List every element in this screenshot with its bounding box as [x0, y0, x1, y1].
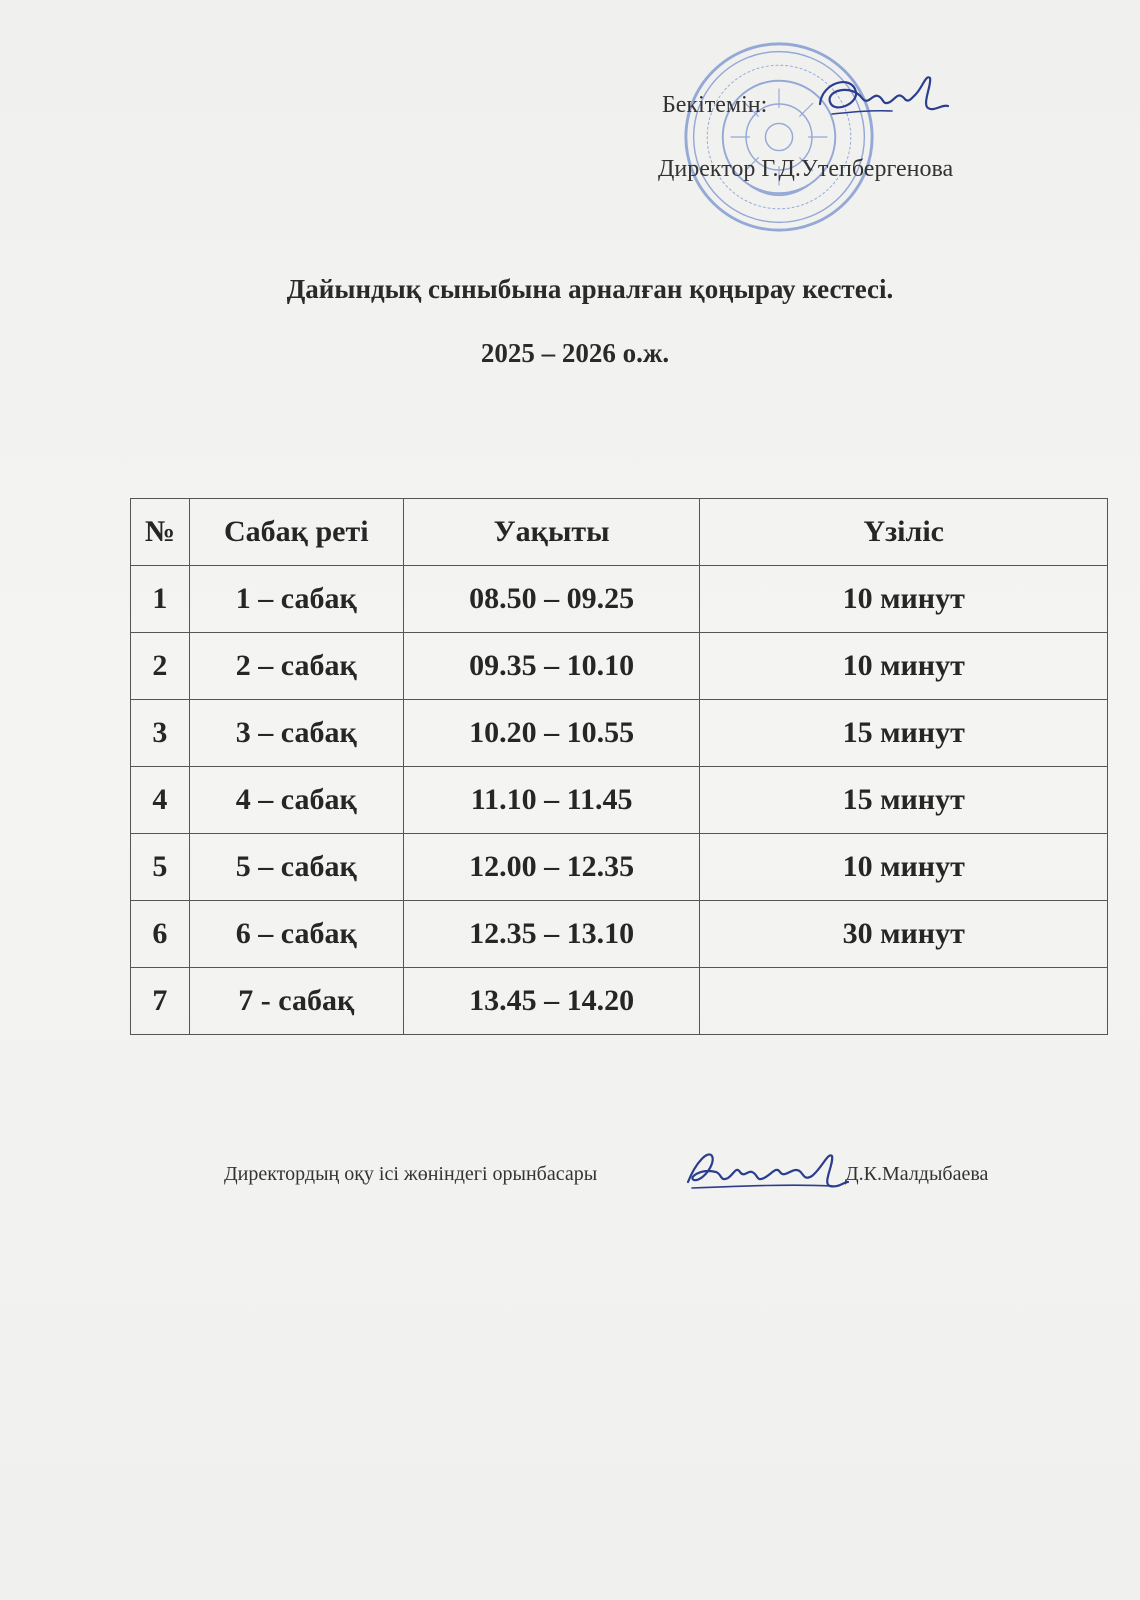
cell-number: 7	[131, 968, 190, 1035]
cell-number: 5	[131, 834, 190, 901]
cell-lesson: 2 – сабақ	[189, 633, 403, 700]
cell-lesson: 7 - сабақ	[189, 968, 403, 1035]
deputy-name: Д.К.Малдыбаева	[845, 1163, 989, 1185]
director-title: Директор Г.Д.Утепбергенова	[658, 156, 954, 182]
table-row	[131, 968, 1108, 1035]
table-row	[131, 767, 1108, 834]
table-row	[131, 633, 1108, 700]
cell-lesson: 4 – сабақ	[189, 767, 403, 834]
deputy-signature-icon	[682, 1142, 852, 1198]
cell-break	[700, 968, 1108, 1035]
table-header-row	[131, 499, 1108, 566]
cell-break: 10 минут	[700, 633, 1108, 700]
approval-label: Бекітемін:	[662, 92, 768, 118]
cell-break: 10 минут	[700, 566, 1108, 633]
deputy-position: Директордың оқу ісі жөніндегі орынбасары	[224, 1163, 598, 1185]
cell-time: 13.45 – 14.20	[403, 968, 700, 1035]
academic-year: 2025 – 2026 о.ж.	[480, 338, 670, 368]
cell-time: 10.20 – 10.55	[403, 700, 700, 767]
cell-time: 11.10 – 11.45	[403, 767, 700, 834]
header-time: Уақыты	[403, 499, 700, 566]
cell-break: 10 минут	[700, 834, 1108, 901]
cell-lesson: 1 – сабақ	[189, 566, 403, 633]
cell-number: 4	[131, 767, 190, 834]
cell-break: 15 минут	[700, 700, 1108, 767]
cell-lesson: 3 – сабақ	[189, 700, 403, 767]
document-title: Дайындық сыныбына арналған қоңырау кестесі.	[286, 274, 894, 304]
cell-number: 6	[131, 901, 190, 968]
cell-time: 12.00 – 12.35	[403, 834, 700, 901]
cell-time: 12.35 – 13.10	[403, 901, 700, 968]
cell-number: 2	[131, 633, 190, 700]
cell-lesson: 5 – сабақ	[189, 834, 403, 901]
cell-time: 09.35 – 10.10	[403, 633, 700, 700]
table-row	[131, 834, 1108, 901]
header-break: Үзіліс	[700, 499, 1108, 566]
director-signature-icon	[812, 64, 952, 128]
table-row	[131, 901, 1108, 968]
header-number: №	[131, 499, 190, 566]
table-row	[131, 700, 1108, 767]
table-row	[131, 566, 1108, 633]
cell-number: 3	[131, 700, 190, 767]
cell-lesson: 6 – сабақ	[189, 901, 403, 968]
cell-break: 15 минут	[700, 767, 1108, 834]
header-lesson-order: Сабақ реті	[189, 499, 403, 566]
cell-number: 1	[131, 566, 190, 633]
bell-schedule-table	[130, 498, 1108, 1035]
cell-time: 08.50 – 09.25	[403, 566, 700, 633]
cell-break: 30 минут	[700, 901, 1108, 968]
